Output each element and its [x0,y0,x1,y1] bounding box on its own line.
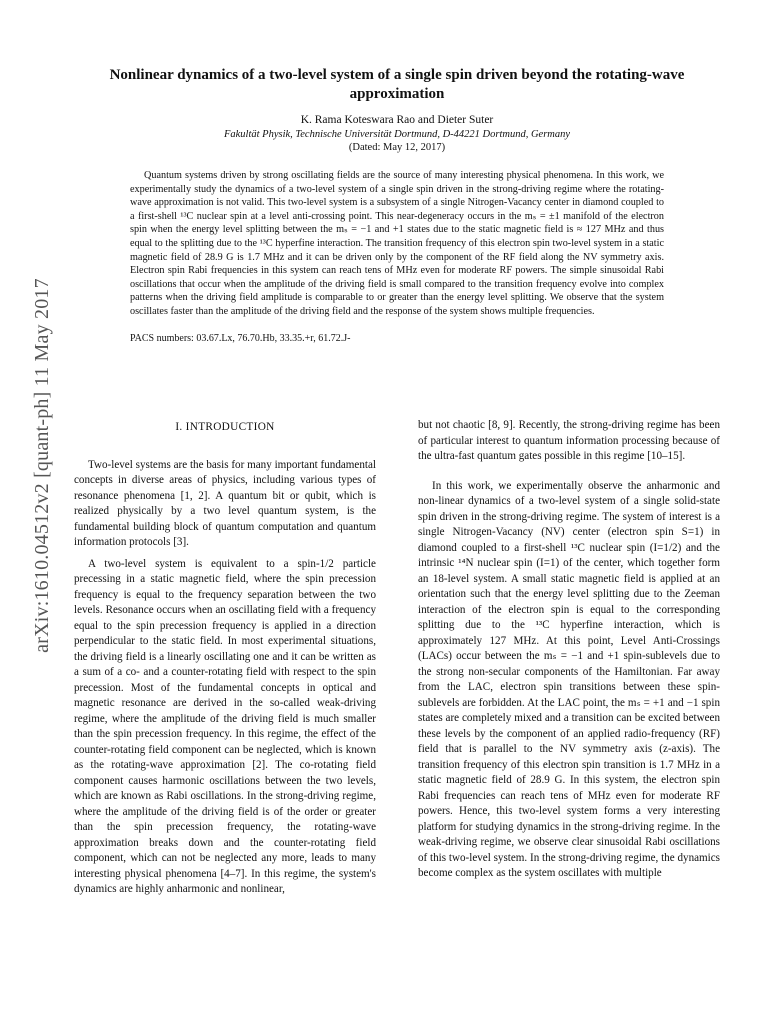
paragraph: but not chaotic [8, 9]. Recently, the strong-driving regime has been of particular interest to quantum information processing because of the ultra-fast quantum gates possible in this regime [10–15]. [418,419,720,462]
arxiv-stamp-text: arXiv:1610.04512v2 [quant-ph] 11 May 2017 [30,277,53,653]
arxiv-stamp [22,250,62,680]
date-line: (Dated: May 12, 2017) [348,142,446,153]
right-column [418,418,720,904]
paper-title: Nonlinear dynamics of a two-level system of a single spin driven beyond the rotating-wave approximation [109,67,685,102]
paragraph: A two-level system is equivalent to a spin-1/2 particle precessing in a static magnetic field, where the spin precession frequency is equal to the frequency separation between the two levels. Resonance occurs when an oscillating field with a frequency equal to the spin precession frequency is applied in a direction perpendicular to the static field. In most experimental situations, the driving field is a linearly oscillating one and it can be written as a sum of a co- and a counter-rotating field with respect to the spin precession. Most of the fundamental concepts in optical and magnetic resonance are derived in the so-called weak-driving regime, where the amplitude of the driving field is much smaller than the spin precession frequency. In this regime, the effect of the counter-rotating field component can be neglected, which is known as the rotating-wave approximation [2]. The co-rotating field component causes harmonic oscillations between the two levels, which are known as Rabi oscillations. In the strong-driving regime, where the amplitude of the driving field is of the order or greater than the spin precession frequency, the rotating-wave approximation breaks down and the counter-rotating field component, which can not be neglected any more, leads to many interesting physical phenomena [4–7]. In this regime, the system's dynamics are highly anharmonic and nonlinear, [74,557,376,895]
two-column-body [74,418,720,904]
left-column [74,418,376,904]
pacs-numbers: PACS numbers: 03.67.Lx, 76.70.Hb, 33.35.+r, 61.72.J- [130,332,351,344]
affiliation: Fakultät Physik, Technische Universität Dortmund, D-44221 Dortmund, Germany [223,129,571,140]
author-list: K. Rama Koteswara Rao and Dieter Suter [300,114,494,126]
abstract: Quantum systems driven by strong oscillating fields are the source of many interesting physical phenomena. In this work, we experimentally study the dynamics of a two-level system of a single spin driven in the strong-driving regime where the rotating-wave approximation is not valid. This two-level system is a subsystem of a single Nitrogen-Vacancy center in diamond coupled to a first-shell ¹³C nuclear spin at a level anti-crossing point. This near-degeneracy occurs in the mₛ = ±1 manifold of the electron spin when the energy level splitting between the mₛ = −1 and +1 states due to the static magnetic field is ≈ 127 MHz and thus equal to the splitting due to the ¹³C hyperfine interaction. The transition frequency of this electron spin two-level system in a static magnetic field of 28.9 G is 1.7 MHz and it can be driven only by the component of the RF field along the NV symmetry axis. Electron spin Rabi frequencies in this system can reach tens of MHz even for moderate RF powers. The simple sinusoidal Rabi oscillations that occur when the amplitude of the driving field is small compared to the transition frequency evolve into complex patterns when the driving field amplitude is comparable to or greater than the energy level splitting. We observe that the system oscillates faster than the amplitude of the driving field and the response of the system shows multiple frequencies. [130,170,664,317]
paper-page [74,0,720,895]
section-heading: I. INTRODUCTION [175,421,275,433]
paragraph: In this work, we experimentally observe the anharmonic and non-linear dynamics of a two-level system of a single solid-state spin driven in the strong-driving regime. The system of interest is a single Nitrogen-Vacancy (NV) center (electron spin S=1) in diamond coupled to a first-shell ¹³C nuclear spin (I=1/2) and the intrinsic ¹⁴N nuclear spin (I=1) of the center, which together form an 18-level system. A small static magnetic field is applied at an orientation such that the energy level splitting due to the Zeeman interaction of the electron spin is equal to the corresponding splitting due to the ¹³C hyperfine interaction, which is approximately 127 MHz. At this point, Level Anti-Crossings (LACs) occur between the mₛ = −1 and +1 spin-sublevels due to the strong non-secular components of the Hamiltonian. Far away from the LAC, electron spin transitions between these spin-sublevels are forbidden. At the LAC point, the mₛ = +1 and −1 spin states are completely mixed and a transition can be excited between these levels by the component of an applied radio-frequency (RF) field that is parallel to the NV symmetry axis (z-axis). The transition frequency of this electron spin transition is 1.7 MHz in a static magnetic field of 28.9 G. In this system, the electron spin Rabi frequencies can reach tens of MHz even for moderate RF powers. Hence, this two-level system forms a very interesting platform for studying dynamics in the strong-driving regime. In the weak-driving regime, we observe clear sinusoidal Rabi oscillations of this two-level system. In the strong-driving regime, the dynamics become complex as the system oscillates with multiple [418,479,720,879]
paragraph: Two-level systems are the basis for many important fundamental concepts in diverse areas of physics, including various types of resonance phenomena [1, 2]. A quantum bit or qubit, which is realized physically by a two level quantum system, is the fundamental building block of quantum computation and quantum information protocols [3]. [74,458,376,548]
